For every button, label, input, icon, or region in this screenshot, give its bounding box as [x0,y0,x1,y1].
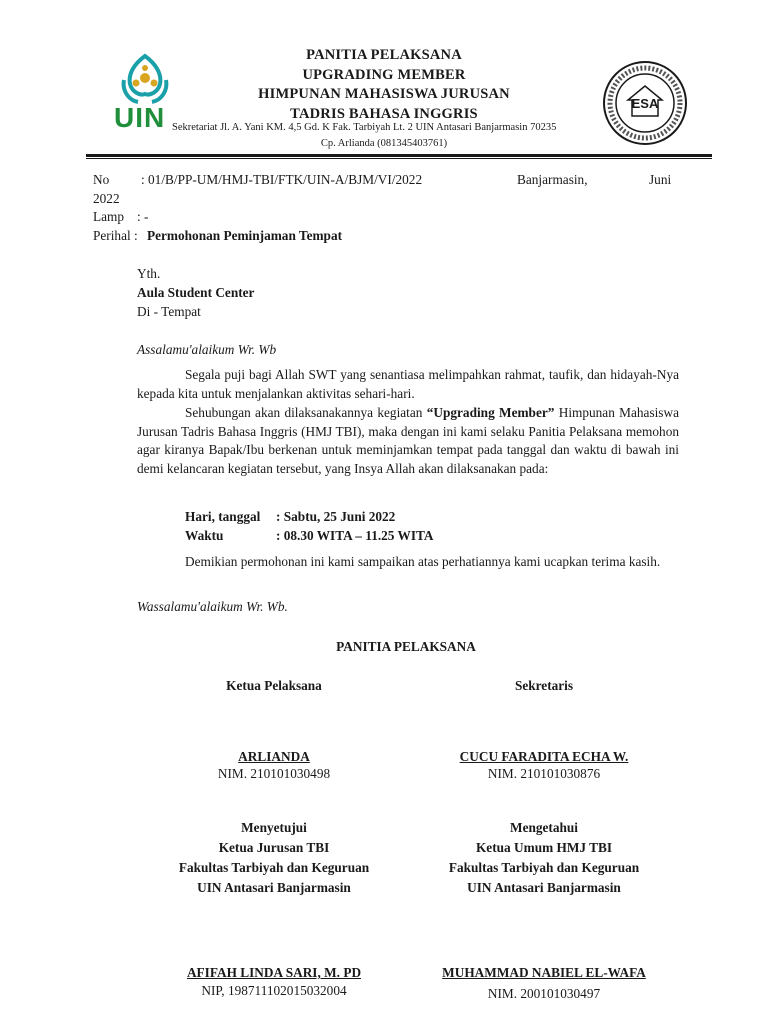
closing-salutation: Wassalamu'alaikum Wr. Wb. [137,599,288,614]
uin-logo-text: UIN [114,102,166,133]
letterhead-address: Sekretariat Jl. A. Yani KM. 4,5 Gd. K Fak. Tarbiyah Lt. 2 UIN Antasari Banjarmasin 70235 [172,122,557,133]
paragraph-1-text: Segala puji bagi Allah SWT yang senantiasa melimpahkan rahmat, taufik, dan hidayah-Nya kepada kita untuk menjalankan aktivitas sehari-hari. [137,367,679,401]
no-label: No [93,172,110,187]
know-title: Mengetahui [510,820,578,835]
right-role: Sekretaris [514,678,574,693]
know-block [394,818,694,898]
right-signer-id: NIM. 210101030876 [487,766,601,781]
paragraph-3-text: Demikian permohonan ini kami sampaikan atas perhatiannya kami ucapkan terima kasih. [185,554,661,569]
right-signer-name: CUCU FARADITA ECHA W. [459,749,629,764]
letter-year: 2022 [93,191,120,206]
lamp-value: : - [137,209,149,224]
paragraph-2 [137,404,679,478]
paragraph-2-post: Himpunan Mahasiswa Jurusan Tadris Bahasa Inggris (HMJ TBI), maka dengan ini kami selaku Panitia Pelaksana memohon agar kiranya Bapak/Ibu berkenan untuk meminjamkan tempat pada tanggal dan waktu di bawah ini demi kelancaran kegiatan tersebut, yang Insya Allah akan dilaksanakan pada: [137,405,679,476]
kop-line-2: UPGRADING MEMBER [302,66,466,83]
approve-university: UIN Antasari Banjarmasin [197,880,351,895]
perihal-label: Perihal : [93,228,138,243]
day-value: : Sabtu, 25 Juni 2022 [276,509,396,524]
left-signer-id: NIM. 210101030498 [217,766,331,781]
approve-signer-name: AFIFAH LINDA SARI, M. PD [186,965,362,980]
recipient-greeting: Yth. [137,266,161,281]
kop-line-3: HIMPUNAN MAHASISWA JURUSAN [258,86,510,102]
no-value: : 01/B/PP-UM/HMJ-TBI/FTK/UIN-A/BJM/VI/2022 [141,172,423,187]
letter-place: Banjarmasin, [517,172,588,187]
approve-signer-id: NIP, 198711102015032004 [201,983,347,998]
approve-role: Ketua Jurusan TBI [218,840,330,855]
know-university: UIN Antasari Banjarmasin [467,880,621,895]
know-signer-name: MUHAMMAD NABIEL EL-WAFA [442,965,646,980]
know-role: Ketua Umum HMJ TBI [475,840,613,855]
know-signer-id: NIM. 200101030497 [487,986,601,1001]
approve-faculty: Fakultas Tarbiyah dan Keguruan [178,860,370,875]
time-value: : 08.30 WITA – 11.25 WITA [276,528,434,543]
letterhead-contact: Cp. Arlianda (081345403761) [320,138,448,149]
time-label: Waktu [185,528,224,543]
letterhead-title [0,46,768,124]
esa-seal-text: ESA [631,96,659,111]
left-signer-name: ARLIANDA [238,749,310,764]
committee-heading: PANITIA PELAKSANA [336,639,476,654]
letterhead-rule-thick [86,154,712,157]
kop-line-1: PANITIA PELAKSANA [306,47,462,63]
paragraph-3 [137,553,679,572]
recipient-name: Aula Student Center [137,285,255,300]
approve-block [124,818,424,898]
letterhead-rule-thin [86,158,712,159]
recipient-place: Di - Tempat [137,304,201,319]
opening-salutation: Assalamu'alaikum Wr. Wb [137,342,277,357]
know-faculty: Fakultas Tarbiyah dan Keguruan [448,860,640,875]
kop-line-4: TADRIS BAHASA INGGRIS [290,105,478,122]
paragraph-1 [137,366,679,403]
day-label: Hari, tanggal [185,509,261,524]
lamp-label: Lamp [93,209,125,224]
letter-month: Juni [649,172,672,187]
approve-title: Menyetujui [241,820,307,835]
event-name: “Upgrading Member” [426,405,555,420]
perihal-value: Permohonan Peminjaman Tempat [147,228,343,243]
paragraph-2-pre: Sehubungan akan dilaksanakannya kegiatan [185,405,427,420]
left-role: Ketua Pelaksana [226,678,322,693]
